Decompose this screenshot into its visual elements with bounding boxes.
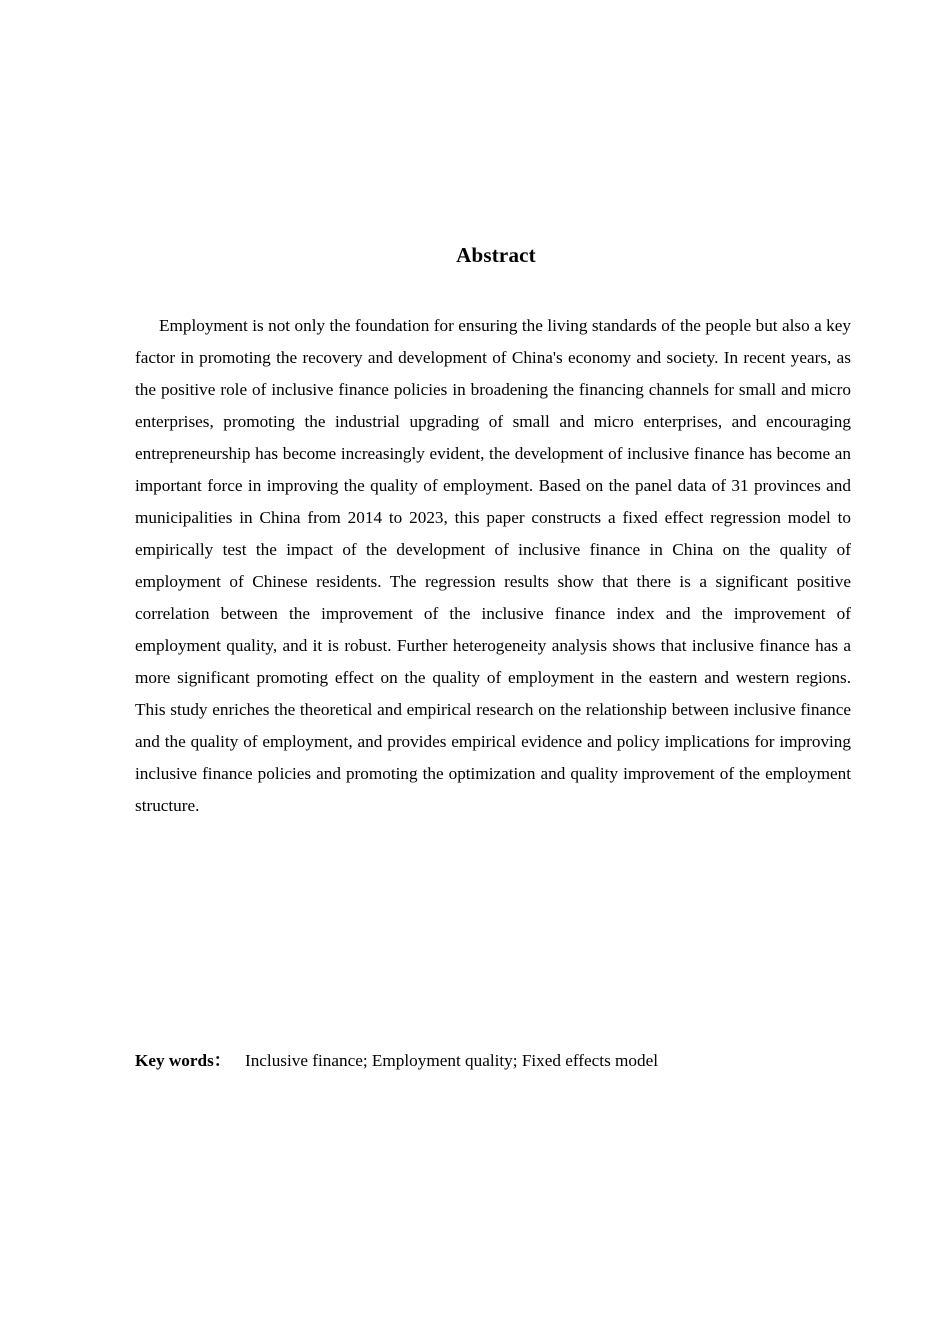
abstract-paragraph: Employment is not only the foundation for ensuring the living standards of the people but also a key factor in promoting the recovery and development of China's economy and society. In recent years, as the positive role of inclusive finance policies in broadening the financing channels for small and micro enterprises, promoting the industrial upgrading of small and micro enterprises, and encouraging entrepreneurship has become increasingly evident, the development of inclusive finance has become an important force in improving the quality of employment. Based on the panel data of 31 provinces and municipalities in China from 2014 to 2023, this paper constructs a fixed effect regression model to empirically test the impact of the development of inclusive finance in China on the quality of employment of Chinese residents. The regression results show that there is a significant positive correlation between the improvement of the inclusive finance index and the improvement of employment quality, and it is robust. Further heterogeneity analysis shows that inclusive finance has a more significant promoting effect on the quality of employment in the eastern and western regions. This study enriches the theoretical and empirical research on the relationship between inclusive finance and the quality of employment, and provides empirical evidence and policy implications for improving inclusive finance policies and promoting the optimization and quality improvement of the employment structure. bbox=[135, 316, 851, 816]
keywords-value: Inclusive finance; Employment quality; Fixed effects model bbox=[244, 1051, 659, 1071]
keywords-line bbox=[135, 1045, 851, 1077]
keywords-label: Key words bbox=[135, 1051, 214, 1071]
page-title: Abstract bbox=[456, 243, 536, 268]
keywords-separator: ： bbox=[213, 1051, 231, 1071]
